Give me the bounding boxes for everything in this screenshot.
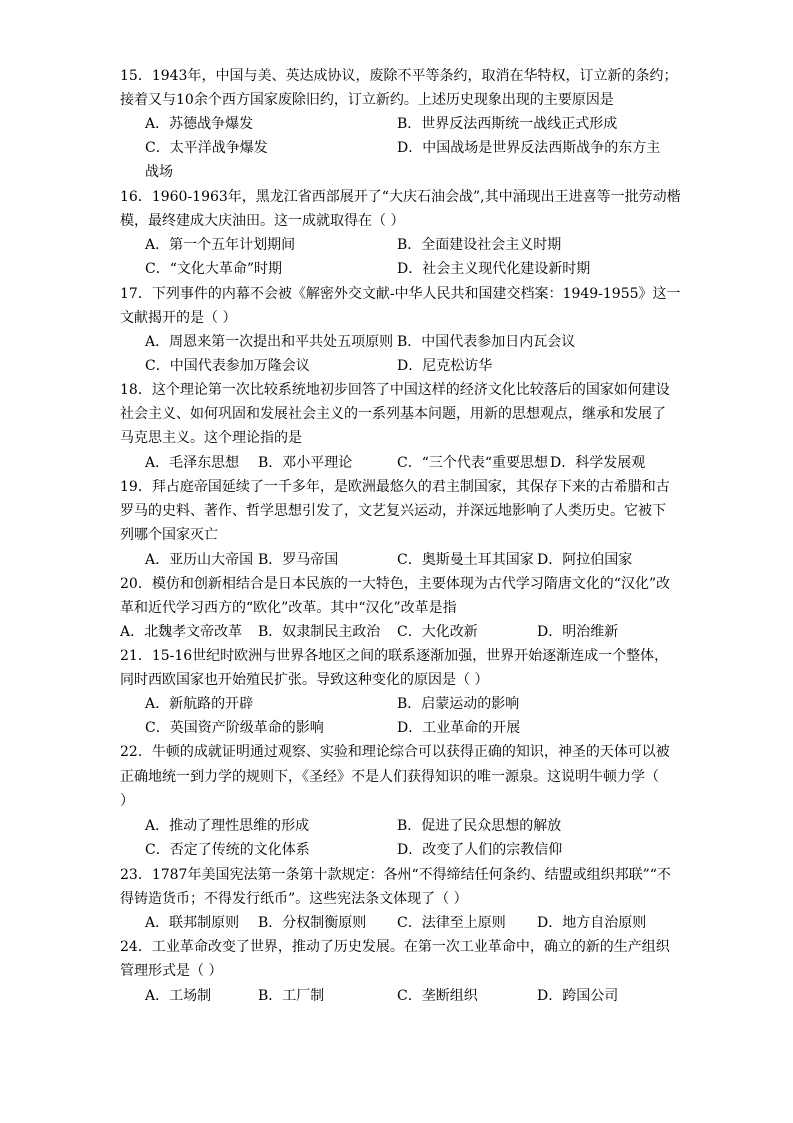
- question-21-line-1: 21．15-16世纪时欧洲与世界各地区之间的联系逐渐加强，世界开始逐渐连成一个整体，: [120, 648, 669, 664]
- question-18-line-3: 马克思主义。这个理论指的是: [120, 430, 302, 446]
- question-20-option-a: A．北魏孝文帝改革: [120, 624, 243, 640]
- question-15-line-1: 15．1943年，中国与美、英达成协议，废除不平等条约，取消在华特权，订立新的条约；: [120, 68, 678, 84]
- question-20-option-b: B．奴隶制民主政治: [258, 624, 381, 640]
- question-24-option-a: A．工场制: [145, 988, 212, 1004]
- question-16-option-b: B．全面建设社会主义时期: [397, 237, 562, 253]
- question-19-option-c: C．奥斯曼土耳其国家: [397, 552, 534, 568]
- question-21-option-c: C．英国资产阶级革命的影响: [145, 720, 324, 736]
- question-23-option-d: D．地方自治原则: [537, 915, 647, 931]
- question-18-option-c: C．“三个代表“重要思想: [397, 455, 549, 471]
- question-22-line-3: ）: [120, 793, 134, 809]
- question-17-line-1: 17．下列事件的内幕不会被《解密外交文献-中华人民共和国建交档案：1949-1955》这一: [120, 286, 681, 302]
- question-24-option-c: C．垄断组织: [397, 988, 478, 1004]
- question-15-option-d: D．中国战场是世界反法西斯战争的东方主: [397, 140, 661, 156]
- question-24-option-b: B．工厂制: [258, 988, 325, 1004]
- question-16-line-1: 16．1960-1963年，黑龙江省西部展开了“大庆石油会战”,其中涌现出王进喜等一批劳动楷: [120, 189, 681, 205]
- question-16-option-c: C．“文化大革命”时期: [145, 261, 283, 277]
- question-15-option-d-cont: 战场: [145, 164, 173, 180]
- question-16-option-a: A．第一个五年计划期间: [145, 237, 296, 253]
- question-17-option-c: C．中国代表参加万隆会议: [145, 358, 310, 374]
- question-19-option-a: A．亚历山大帝国: [145, 552, 254, 568]
- question-21-line-2: 同时西欧国家也开始殖民扩张。导致这种变化的原因是（ ）: [120, 672, 489, 688]
- question-20-option-d: D．明治维新: [537, 624, 619, 640]
- question-23-line-1: 23．1787年美国宪法第一条第十款规定：各州“不得缔结任何条约、结盟或组织邦联”“不: [120, 867, 671, 883]
- question-22-line-2: 正确地统一到力学的规则下，《圣经》不是人们获得知识的唯一源泉。这说明牛顿力学（: [120, 769, 659, 785]
- question-24-option-d: D．跨国公司: [537, 988, 619, 1004]
- question-18-line-1: 18．这个理论第一次比较系统地初步回答了中国这样的经济文化比较落后的国家如何建设: [120, 382, 670, 398]
- question-20-line-2: 革和近代学习西方的“欧化”改革。其中“汉化”改革是指: [120, 600, 457, 616]
- question-18-line-2: 社会主义、如何巩固和发展社会主义的一系列基本问题，用新的思想观点，继承和发展了: [120, 406, 666, 422]
- question-22-option-c: C．否定了传统的文化体系: [145, 842, 310, 858]
- question-19-option-b: B．罗马帝国: [258, 552, 339, 568]
- question-21-option-a: A．新航路的开辟: [145, 696, 254, 712]
- question-22-option-d: D．改变了人们的宗教信仰: [397, 842, 563, 858]
- question-23-line-2: 得铸造货币；不得发行纸币”。这些宪法条文体现了（ ）: [120, 891, 468, 907]
- question-19-line-2: 罗马的史料、著作、哲学思想引发了，文艺复兴运动，并深远地影响了人类历史。它被下: [120, 503, 666, 519]
- question-23-option-a: A．联邦制原则: [145, 915, 240, 931]
- question-15-option-c: C．太平洋战争爆发: [145, 140, 268, 156]
- question-20-option-c: C．大化改新: [397, 624, 478, 640]
- question-17-line-2: 文献揭开的是（ ）: [120, 310, 237, 326]
- question-16-option-d: D．社会主义现代化建设新时期: [397, 261, 591, 277]
- question-23-option-b: B．分权制衡原则: [258, 915, 367, 931]
- question-19-line-1: 19．拜占庭帝国延续了一千多年，是欧洲最悠久的君主制国家，其保存下来的古希腊和古: [120, 479, 670, 495]
- question-24-line-1: 24．工业革命改变了世界，推动了历史发展。在第一次工业革命中，确立的新的生产组织: [120, 939, 670, 955]
- question-22-line-1: 22．牛顿的成就证明通过观察、实验和理论综合可以获得正确的知识，神圣的天体可以被: [120, 744, 670, 760]
- question-17-option-a: A．周恩来第一次提出和平共处五项原则: [145, 334, 394, 350]
- question-15-option-a: A．苏德战争爆发: [145, 116, 254, 132]
- question-20-line-1: 20．模仿和创新相结合是日本民族的一大特色，主要体现为古代学习隋唐文化的“汉化”改: [120, 576, 671, 592]
- question-15-line-2: 接着又与10余个西方国家废除旧约，订立新约。上述历史现象出现的主要原因是: [120, 92, 614, 108]
- question-21-option-b: B．启蒙运动的影响: [397, 696, 520, 712]
- question-18-option-b: B．邓小平理论: [258, 455, 353, 471]
- question-18-option-d: D．科学发展观: [550, 455, 646, 471]
- question-18-option-a: A．毛泽东思想: [145, 455, 240, 471]
- question-15-option-b: B．世界反法西斯统一战线正式形成: [397, 116, 618, 132]
- question-21-option-d: D．工业革命的开展: [397, 720, 521, 736]
- question-22-option-a: A．推动了理性思维的形成: [145, 818, 310, 834]
- question-17-option-b: B．中国代表参加日内瓦会议: [397, 334, 576, 350]
- question-16-line-2: 模，最终建成大庆油田。这一成就取得在（ ）: [120, 213, 405, 229]
- question-17-option-d: D．尼克松访华: [397, 358, 493, 374]
- question-22-option-b: B．促进了民众思想的解放: [397, 818, 562, 834]
- question-19-line-3: 列哪个国家灭亡: [120, 527, 218, 543]
- question-19-option-d: D．阿拉伯国家: [537, 552, 633, 568]
- question-24-line-2: 管理形式是（ ）: [120, 963, 223, 979]
- question-23-option-c: C．法律至上原则: [397, 915, 506, 931]
